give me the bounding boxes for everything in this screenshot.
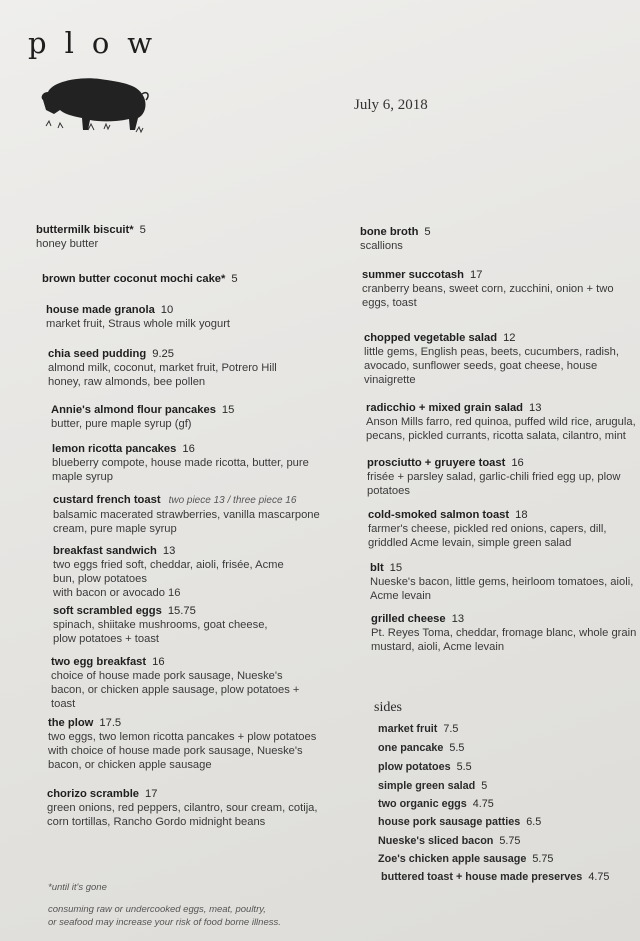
item-name: soft scrambled eggs — [53, 605, 162, 617]
food-warning-line: or seafood may increase your risk of food borne illness. — [48, 917, 281, 928]
item-price: 16 — [182, 443, 195, 455]
side-price: 5 — [481, 780, 488, 792]
item-desc: toast — [51, 698, 76, 710]
side-price: 6.5 — [526, 816, 542, 828]
food-warning-line: consuming raw or undercooked eggs, meat, poultry, — [48, 904, 266, 915]
item-desc: griddled Acme levain, simple green salad — [368, 537, 572, 549]
item-desc: vinaigrette — [364, 374, 416, 386]
item-desc: with bacon or avocado 16 — [53, 587, 181, 599]
menu-item — [53, 493, 320, 536]
side-name: Zoe's chicken apple sausage — [378, 853, 527, 865]
menu-item — [371, 612, 636, 654]
item-price: 17 — [145, 788, 158, 800]
item-desc: two eggs, two lemon ricotta pancakes + plow potatoes — [48, 731, 317, 743]
item-name: brown butter coconut mochi cake* — [42, 273, 226, 285]
item-price: 5 — [139, 224, 146, 236]
item-name: grilled cheese — [371, 613, 446, 625]
item-price: 17 — [469, 269, 483, 281]
item-name: summer succotash — [362, 269, 464, 281]
side-item — [378, 742, 464, 755]
item-price: 10 — [160, 304, 174, 316]
item-price: 13 — [162, 545, 176, 557]
item-name: bone broth — [360, 226, 419, 238]
item-name: the plow — [48, 717, 94, 729]
item-desc: little gems, English peas, beets, cucumbers, radish, — [364, 346, 619, 358]
item-desc: frisée + parsley salad, garlic-chili fried egg up, plow — [367, 471, 621, 483]
menu-item — [51, 403, 234, 431]
asterisk-note: *until it's gone — [48, 882, 107, 893]
item-desc: bacon, or chicken apple sausage, plow potatoes + — [51, 684, 300, 696]
restaurant-logo: plow — [28, 26, 171, 60]
item-desc: honey butter — [36, 238, 99, 250]
menu-item — [47, 787, 318, 829]
menu-item — [368, 508, 606, 550]
side-name: one pancake — [378, 742, 444, 754]
item-desc: Acme levain — [370, 590, 431, 602]
item-price: 13 — [451, 613, 465, 625]
side-item — [378, 853, 553, 866]
item-desc: avocado, sunflower seeds, goat cheese, house — [364, 360, 598, 372]
sides-heading: sides — [374, 700, 402, 715]
item-desc: Nueske's bacon, little gems, heirloom tomatoes, aioli, — [370, 576, 634, 588]
menu-item — [370, 561, 633, 603]
item-name: house made granola — [46, 304, 155, 316]
menu-item — [53, 604, 268, 646]
item-desc: farmer's cheese, pickled red onions, capers, dill, — [368, 523, 607, 535]
menu-item — [53, 544, 284, 600]
item-desc: market fruit, Straus whole milk yogurt — [46, 318, 231, 330]
menu-item — [51, 655, 299, 711]
item-desc: with choice of house made pork sausage, Nueske's — [48, 745, 303, 757]
item-desc: bun, plow potatoes — [53, 573, 147, 585]
item-desc: cranberry beans, sweet corn, zucchini, onion + two — [362, 283, 614, 295]
menu-item — [366, 401, 636, 443]
side-price: 4.75 — [588, 871, 610, 883]
item-name: radicchio + mixed grain salad — [366, 402, 523, 414]
item-price: 5 — [424, 226, 431, 238]
side-name: buttered toast + house made preserves — [381, 871, 583, 883]
item-desc: maple syrup — [52, 471, 113, 483]
side-name: Nueske's sliced bacon — [378, 835, 494, 847]
item-price: 5 — [231, 273, 238, 285]
item-desc: green onions, red peppers, cilantro, sour cream, cotija, — [47, 802, 318, 814]
item-desc: corn tortillas, Rancho Gordo midnight beans — [47, 816, 266, 828]
item-price: 15 — [389, 562, 403, 574]
item-desc: balsamic macerated strawberries, vanilla mascarpone — [53, 509, 320, 521]
item-price: 9.25 — [152, 348, 174, 360]
item-price: 15 — [221, 404, 235, 416]
side-name: market fruit — [378, 723, 438, 735]
item-name: chia seed pudding — [48, 348, 147, 360]
side-name: house pork sausage patties — [378, 816, 521, 828]
item-name: prosciutto + gruyere toast — [367, 457, 506, 469]
side-name: plow potatoes — [378, 761, 451, 773]
side-price: 5.5 — [456, 761, 472, 773]
item-name: chopped vegetable salad — [364, 332, 498, 344]
menu-item — [48, 716, 316, 772]
item-desc: honey, raw almonds, bee pollen — [48, 376, 206, 388]
item-name: custard french toast — [53, 494, 161, 506]
item-desc: bacon, or chicken apple sausage — [48, 759, 212, 771]
side-name: simple green salad — [378, 780, 476, 792]
item-desc: cream, pure maple syrup — [53, 523, 177, 535]
item-desc: choice of house made pork sausage, Nueske's — [51, 670, 283, 682]
item-price: 15.75 — [167, 605, 196, 617]
item-desc: mustard, aioli, Acme levain — [371, 641, 505, 653]
menu-date: July 6, 2018 — [354, 97, 428, 113]
item-name: blt — [370, 562, 384, 574]
side-item — [381, 871, 609, 884]
side-item — [378, 780, 487, 793]
item-desc: plow potatoes + toast — [53, 633, 160, 645]
item-name: breakfast sandwich — [53, 545, 157, 557]
item-desc: Pt. Reyes Toma, cheddar, fromage blanc, whole grain — [371, 627, 637, 639]
item-desc: almond milk, coconut, market fruit, Potrero Hill — [48, 362, 277, 374]
side-price: 4.75 — [472, 798, 494, 810]
item-desc: spinach, shiitake mushrooms, goat cheese, — [53, 619, 268, 631]
item-name: Annie's almond flour pancakes — [51, 404, 216, 416]
menu-item — [367, 456, 620, 498]
item-desc: pecans, pickled currants, ricotta salata, cilantro, mint — [366, 430, 626, 442]
item-desc: two eggs fried soft, cheddar, aioli, frisée, Acme — [53, 559, 284, 571]
item-desc: eggs, toast — [362, 297, 417, 309]
pig-icon — [38, 70, 153, 136]
menu-item — [42, 272, 238, 286]
side-price: 5.75 — [499, 835, 521, 847]
item-desc: blueberry compote, house made ricotta, butter, pure — [52, 457, 309, 469]
side-item — [378, 723, 458, 736]
item-price: 17.5 — [99, 717, 122, 729]
item-price: 16 — [152, 656, 165, 668]
menu-item — [48, 347, 277, 389]
item-name: buttermilk biscuit* — [36, 224, 134, 236]
menu-item — [360, 225, 431, 253]
item-desc: potatoes — [367, 485, 410, 497]
menu-item — [52, 442, 309, 484]
item-price: 18 — [515, 509, 528, 521]
menu-item — [362, 268, 614, 310]
side-item — [378, 816, 541, 829]
item-name: cold-smoked salmon toast — [368, 509, 510, 521]
side-item — [378, 835, 520, 848]
item-name: two egg breakfast — [51, 656, 147, 668]
item-desc: scallions — [360, 240, 403, 252]
item-price: 13 — [529, 402, 542, 414]
side-name: two organic eggs — [378, 798, 467, 810]
side-price: 5.75 — [532, 853, 554, 865]
item-desc: butter, pure maple syrup (gf) — [51, 418, 192, 430]
item-price: 16 — [511, 457, 524, 469]
menu-item — [46, 303, 230, 331]
menu-item — [36, 223, 146, 251]
item-price-note: two piece 13 / three piece 16 — [168, 495, 297, 506]
side-item — [378, 798, 494, 811]
menu-item — [364, 331, 619, 387]
item-desc: Anson Mills farro, red quinoa, puffed wild rice, arugula, — [366, 416, 636, 428]
side-price: 5.5 — [449, 742, 465, 754]
item-name: chorizo scramble — [47, 788, 140, 800]
item-price: 12 — [503, 332, 516, 344]
side-price: 7.5 — [443, 723, 459, 735]
side-item — [378, 761, 472, 774]
item-name: lemon ricotta pancakes — [52, 443, 177, 455]
